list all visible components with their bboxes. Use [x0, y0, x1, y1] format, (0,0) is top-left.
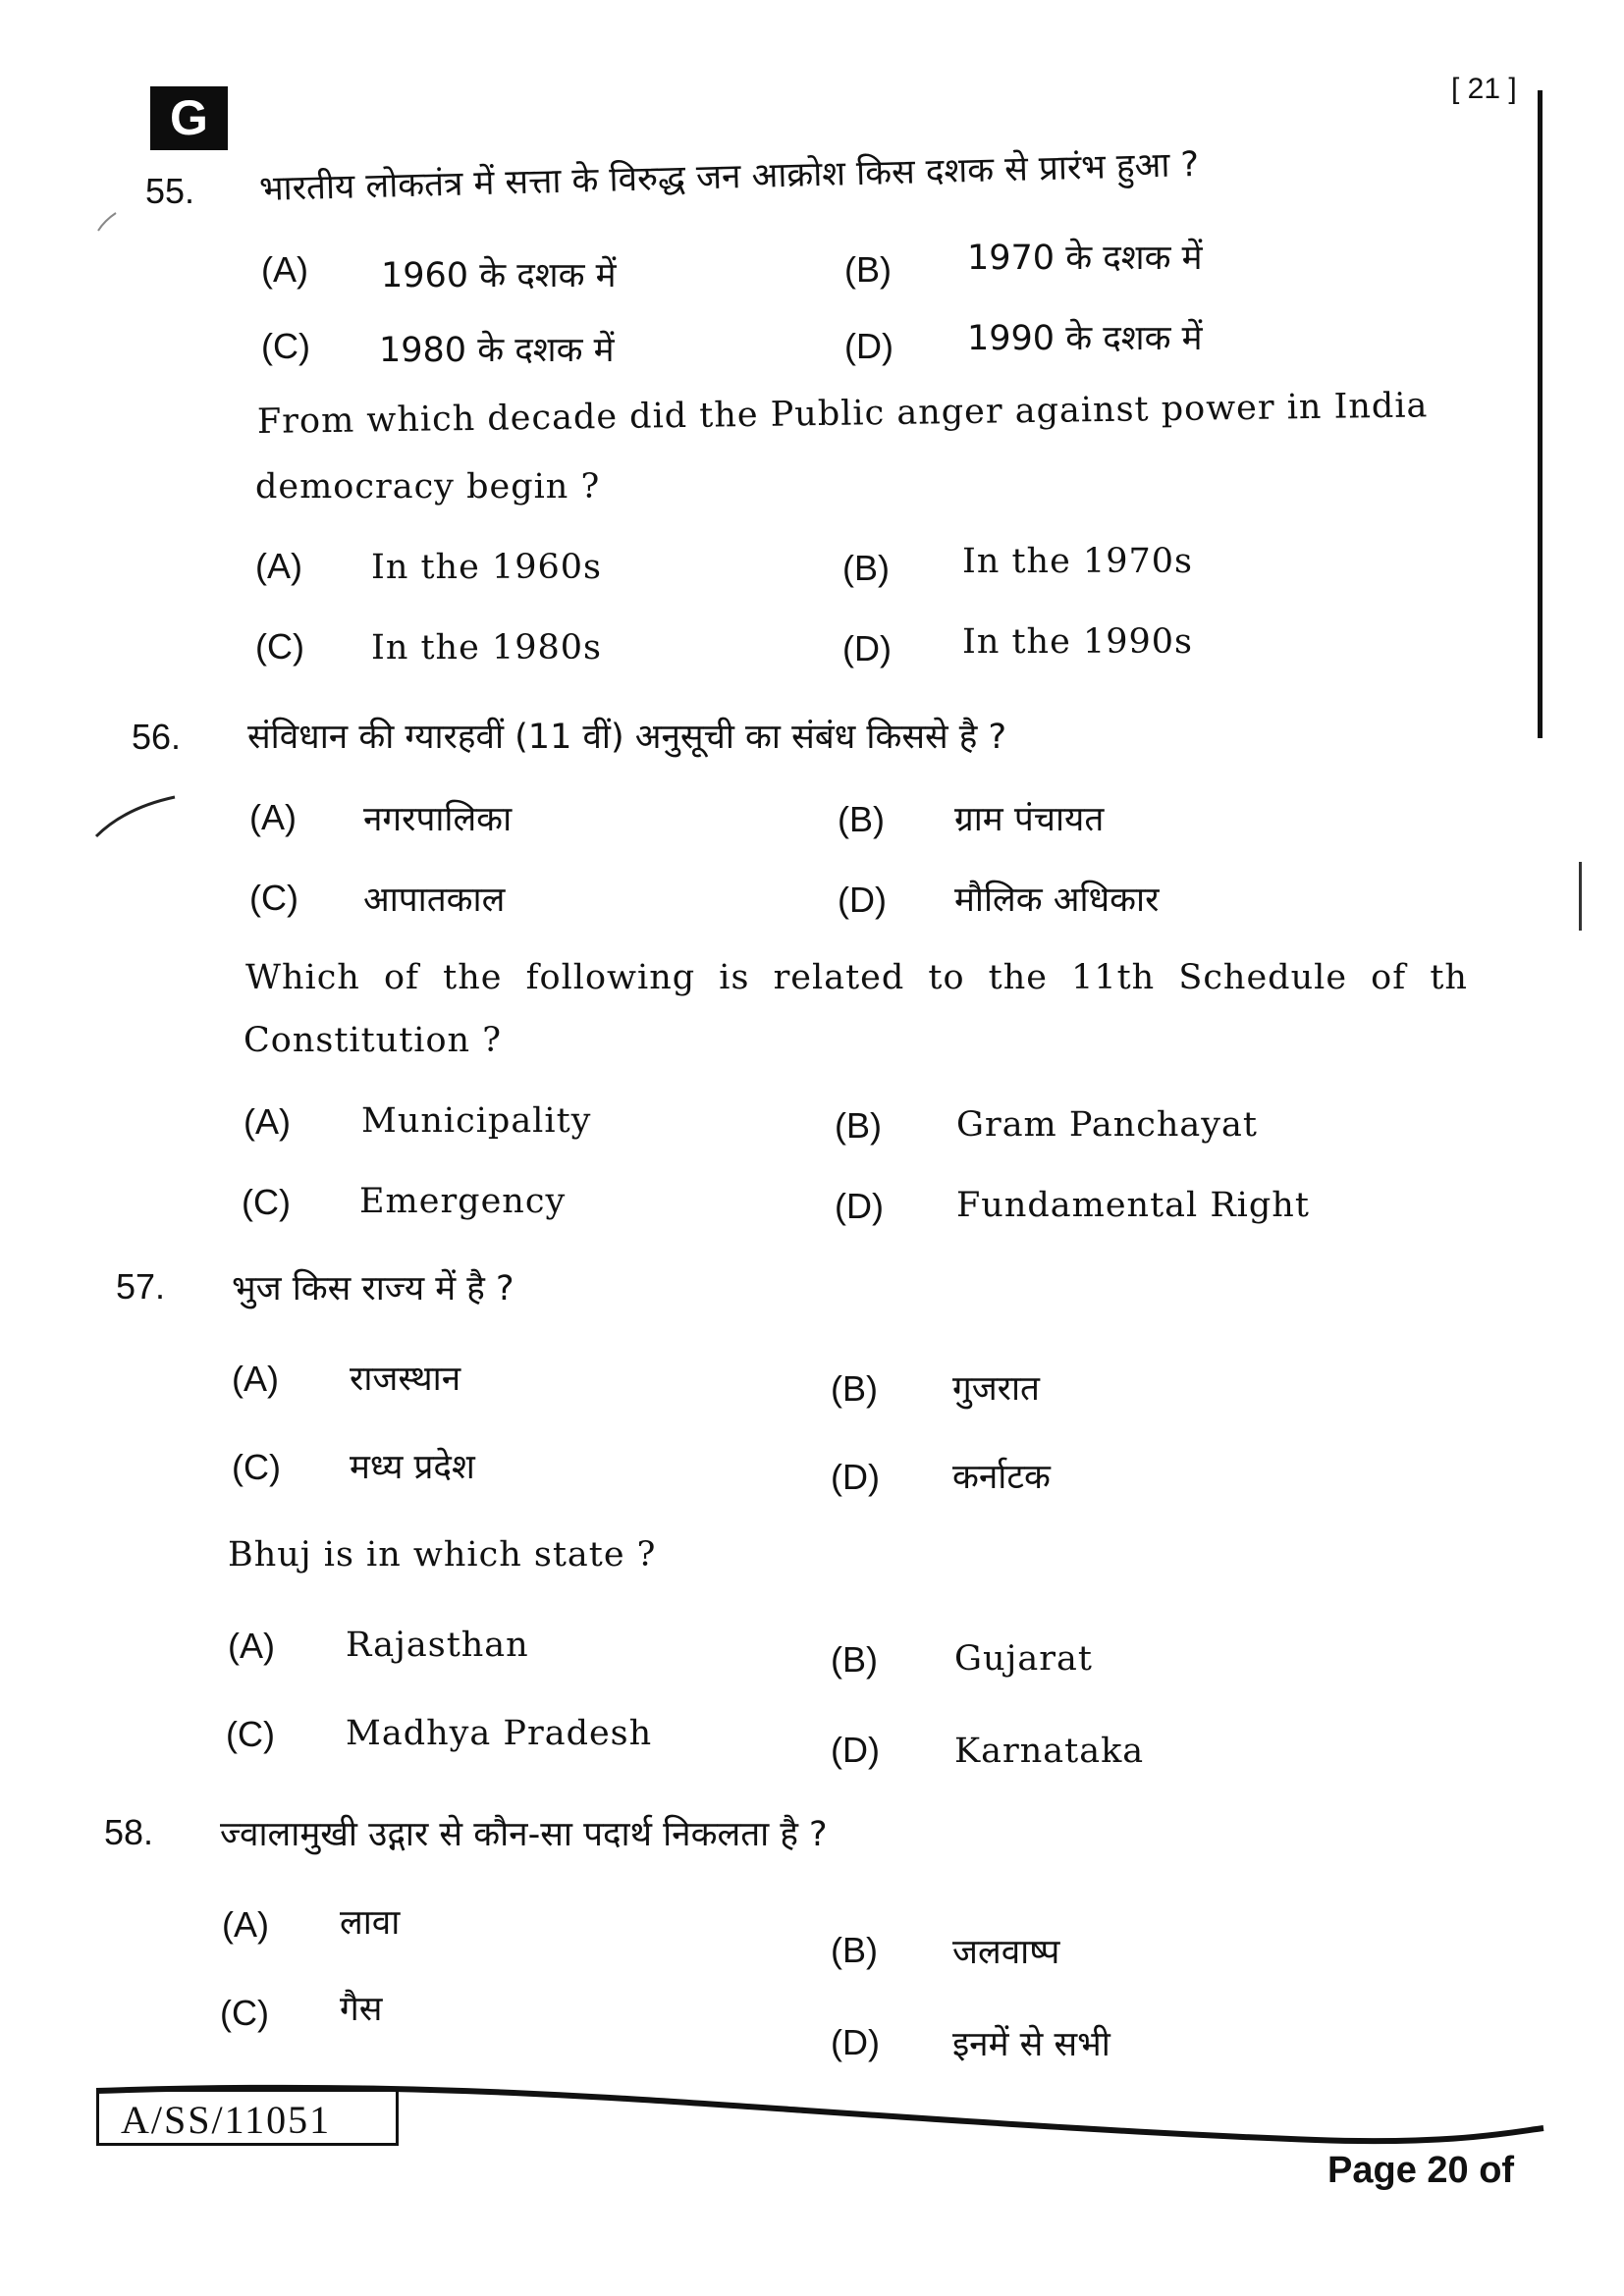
question-text-hindi: ज्वालामुखी उद्गार से कौन-सा पदार्थ निकलता है ?: [220, 1815, 828, 1854]
question-text-english-cont: democracy begin ?: [255, 467, 601, 507]
option-text: Municipality: [361, 1101, 592, 1141]
option-text: 1990 के दशक में: [967, 319, 1203, 358]
option-label: (B): [831, 1368, 878, 1409]
option-label: (B): [831, 1930, 878, 1970]
option-text: कर्नाटक: [952, 1458, 1051, 1497]
option-label: (B): [835, 1105, 882, 1146]
option-text: मौलिक अधिकार: [954, 881, 1160, 920]
question-number: 55.: [145, 171, 195, 211]
option-text: Gujarat: [954, 1639, 1093, 1679]
option-text: In the 1970s: [962, 542, 1193, 581]
option-label: (B): [844, 249, 892, 290]
option-label: (C): [242, 1182, 291, 1222]
option-text: Karnataka: [954, 1732, 1145, 1771]
option-label: (D): [831, 2022, 880, 2062]
option-label: (A): [222, 1904, 269, 1945]
option-label: (D): [838, 880, 887, 920]
option-text: Emergency: [359, 1182, 567, 1221]
option-label: (B): [842, 548, 890, 588]
option-label: (A): [255, 546, 302, 586]
option-text: 1980 के दशक में: [379, 331, 615, 370]
question-number: 56.: [132, 717, 182, 757]
option-label: (A): [261, 249, 308, 290]
option-text: Rajasthan: [346, 1626, 529, 1665]
option-text: लावा: [340, 1903, 401, 1943]
option-text: जलवाष्प: [952, 1933, 1060, 1972]
option-label: (D): [842, 628, 892, 668]
question-text-english: Which of the following is related to the 11th Schedule of th: [245, 958, 1468, 997]
option-text: इनमें से सभी: [952, 2025, 1110, 2064]
page-marker: [ 21 ]: [1451, 73, 1517, 105]
option-label: (C): [255, 626, 304, 667]
option-label: (A): [232, 1359, 279, 1399]
question-text-english-cont: Constitution ?: [244, 1021, 502, 1060]
option-text: In the 1980s: [371, 628, 602, 667]
option-label: (D): [844, 326, 893, 366]
option-text: नगरपालिका: [363, 800, 513, 839]
option-text: गैस: [340, 1990, 383, 2029]
option-label: (B): [831, 1639, 878, 1680]
option-text: मध्य प्रदेश: [350, 1448, 475, 1487]
option-text: 1970 के दशक में: [967, 239, 1203, 278]
option-label: (A): [228, 1626, 275, 1666]
option-text: राजस्थान: [350, 1360, 461, 1399]
option-label: (D): [831, 1457, 880, 1497]
option-label: (B): [838, 799, 885, 839]
option-text: Fundamental Right: [956, 1186, 1310, 1225]
set-badge: G: [150, 86, 228, 150]
option-text: Madhya Pradesh: [346, 1714, 653, 1753]
question-text-hindi: संविधान की ग्यारहवीं (11 वीं) अनुसूची का संबंध किससे है ?: [247, 718, 1007, 757]
option-label: (C): [220, 1993, 269, 2033]
option-text: ग्राम पंचायत: [954, 800, 1105, 839]
option-text: In the 1960s: [371, 548, 602, 587]
option-text: In the 1990s: [962, 622, 1193, 662]
question-number: 57.: [116, 1266, 166, 1307]
option-label: (C): [232, 1447, 281, 1487]
question-text-english: Bhuj is in which state ?: [228, 1535, 657, 1575]
option-label: (A): [244, 1101, 291, 1142]
option-label: (A): [249, 797, 297, 837]
question-text-hindi: भुज किस राज्य में है ?: [232, 1269, 514, 1308]
option-text: Gram Panchayat: [956, 1105, 1258, 1145]
option-label: (D): [831, 1730, 880, 1770]
question-number: 58.: [104, 1812, 154, 1852]
option-text: गुजरात: [952, 1369, 1041, 1409]
option-label: (C): [226, 1714, 275, 1754]
option-text: 1960 के दशक में: [381, 256, 617, 295]
option-text: आपातकाल: [363, 881, 506, 920]
paper-code: A/SS/11051: [96, 2089, 399, 2146]
question-text-english: From which decade did the Public anger against power in India: [256, 386, 1429, 442]
option-label: (C): [261, 326, 310, 366]
page-footer: Page 20 of: [1327, 2150, 1515, 2191]
option-label: (D): [835, 1186, 884, 1226]
question-text-hindi: भारतीय लोकतंत्र में सत्ता के विरुद्ध जन आक्रोश किस दशक से प्रारंभ हुआ ?: [258, 144, 1200, 209]
option-label: (C): [249, 878, 298, 918]
